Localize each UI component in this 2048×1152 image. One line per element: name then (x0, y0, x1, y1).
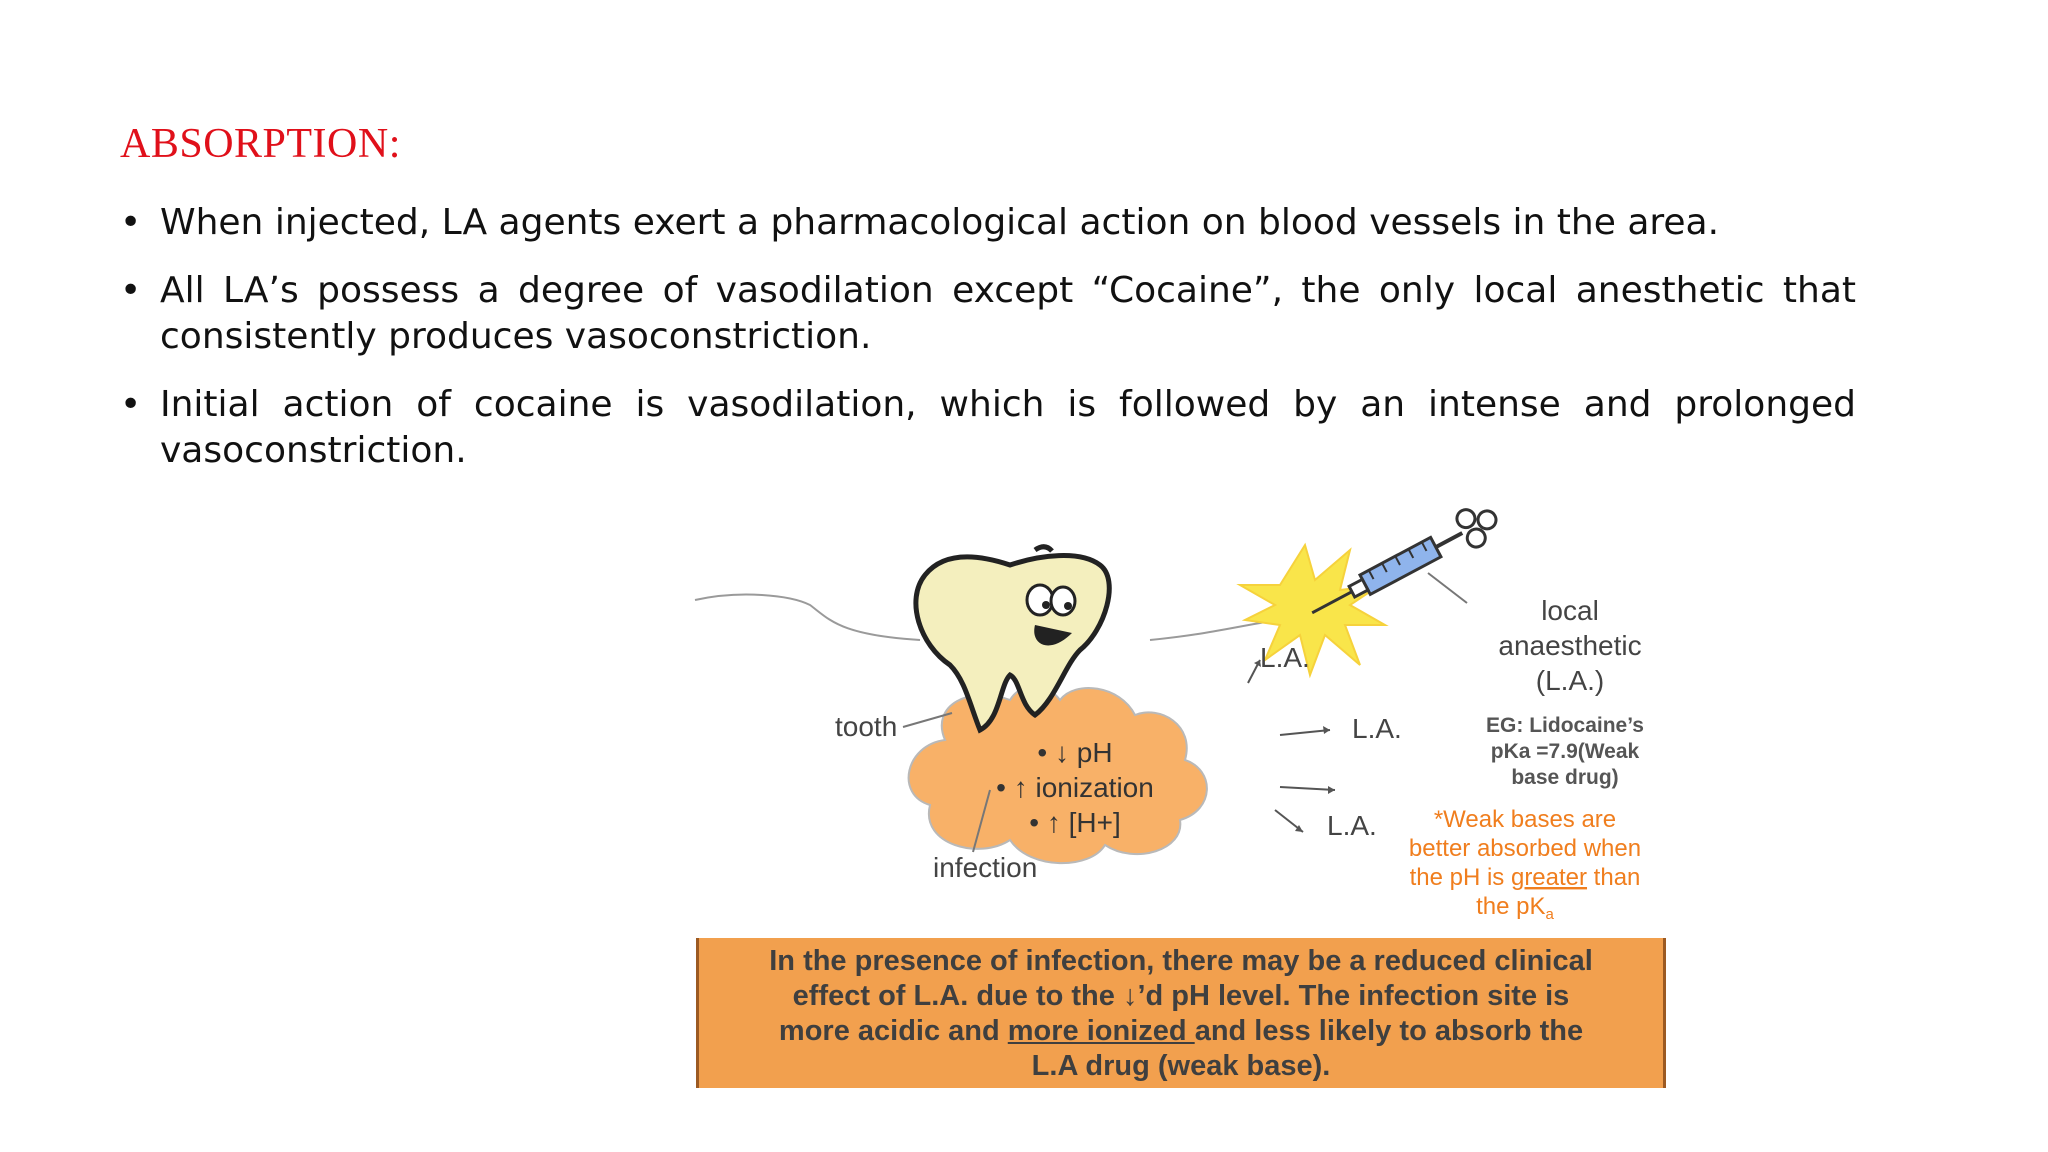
bullet-text: When injected, LA agents exert a pharmacological action on blood vessels in the area. (160, 202, 1720, 243)
caption-line-3: more acidic and more ionized and less likely to absorb the (778, 1015, 1584, 1047)
weak-base-note-4: the $pK_a$ (1476, 893, 1554, 923)
bullet-dot: • (120, 270, 142, 311)
infection-label: infection (933, 852, 1038, 883)
absorption-diagram (680, 505, 1680, 1095)
weak-base-note-2: better absorbed when (1408, 835, 1642, 862)
tooth-label: tooth (835, 711, 898, 742)
tooth-eyebrow (1035, 547, 1052, 551)
caption-line-1: In the presence of infection, there may be a reduced clinical (769, 945, 1593, 977)
example-note-1: EG: Lidocaine’s (1486, 714, 1644, 737)
cloud-item-h: • ↑ [H+] (1029, 807, 1121, 838)
local-anaesthetic-label-2: anaesthetic (1498, 630, 1642, 661)
example-note-2: pKa =7.9(Weak (1490, 740, 1640, 763)
bullet-item (120, 382, 1856, 474)
bullet-dot: • (120, 384, 142, 425)
cloud-item-ionization: • ↑ ionization (996, 772, 1154, 803)
la-label-3: L.A. (1327, 810, 1377, 841)
la-arrow-2 (1280, 730, 1330, 735)
cloud-item-ph: • ↓ pH (1037, 737, 1113, 768)
weak-base-note-3: the pH is greater than (1409, 864, 1641, 891)
local-anaesthetic-label-3: (L.A.) (1535, 665, 1605, 696)
la-arrow-3 (1280, 787, 1335, 790)
la-label-1: L.A. (1260, 642, 1310, 673)
local-anaesthetic-leader (1428, 573, 1467, 603)
bullet-item (120, 268, 1856, 360)
caption-line-4: L.A drug (weak base). (1031, 1050, 1331, 1082)
bullet-dot: • (120, 202, 142, 243)
gum-line-left (695, 595, 920, 640)
tooth-eye-right (1051, 587, 1075, 615)
caption-line-2: effect of L.A. due to the ↓’d pH level. The infection site is (792, 980, 1570, 1012)
tooth-eye-left (1027, 585, 1053, 615)
infection-caption-box (696, 938, 1666, 1088)
weak-base-note-1: *Weak bases are (1433, 806, 1617, 833)
slide-title: ABSORPTION: (120, 121, 401, 167)
bullet-item (120, 200, 1856, 246)
la-label-2: L.A. (1352, 713, 1402, 744)
bullet-list (120, 200, 1856, 496)
example-note-3: base drug) (1511, 766, 1619, 789)
local-anaesthetic-label-1: local (1541, 595, 1599, 626)
bullet-text: All LA’s possess a degree of vasodilation except “Cocaine”, the only local anesthetic that consistently produces vasoconstriction. (160, 270, 1856, 357)
bullet-text: Initial action of cocaine is vasodilation, which is followed by an intense and prolonged vasoconstriction. (160, 384, 1856, 471)
